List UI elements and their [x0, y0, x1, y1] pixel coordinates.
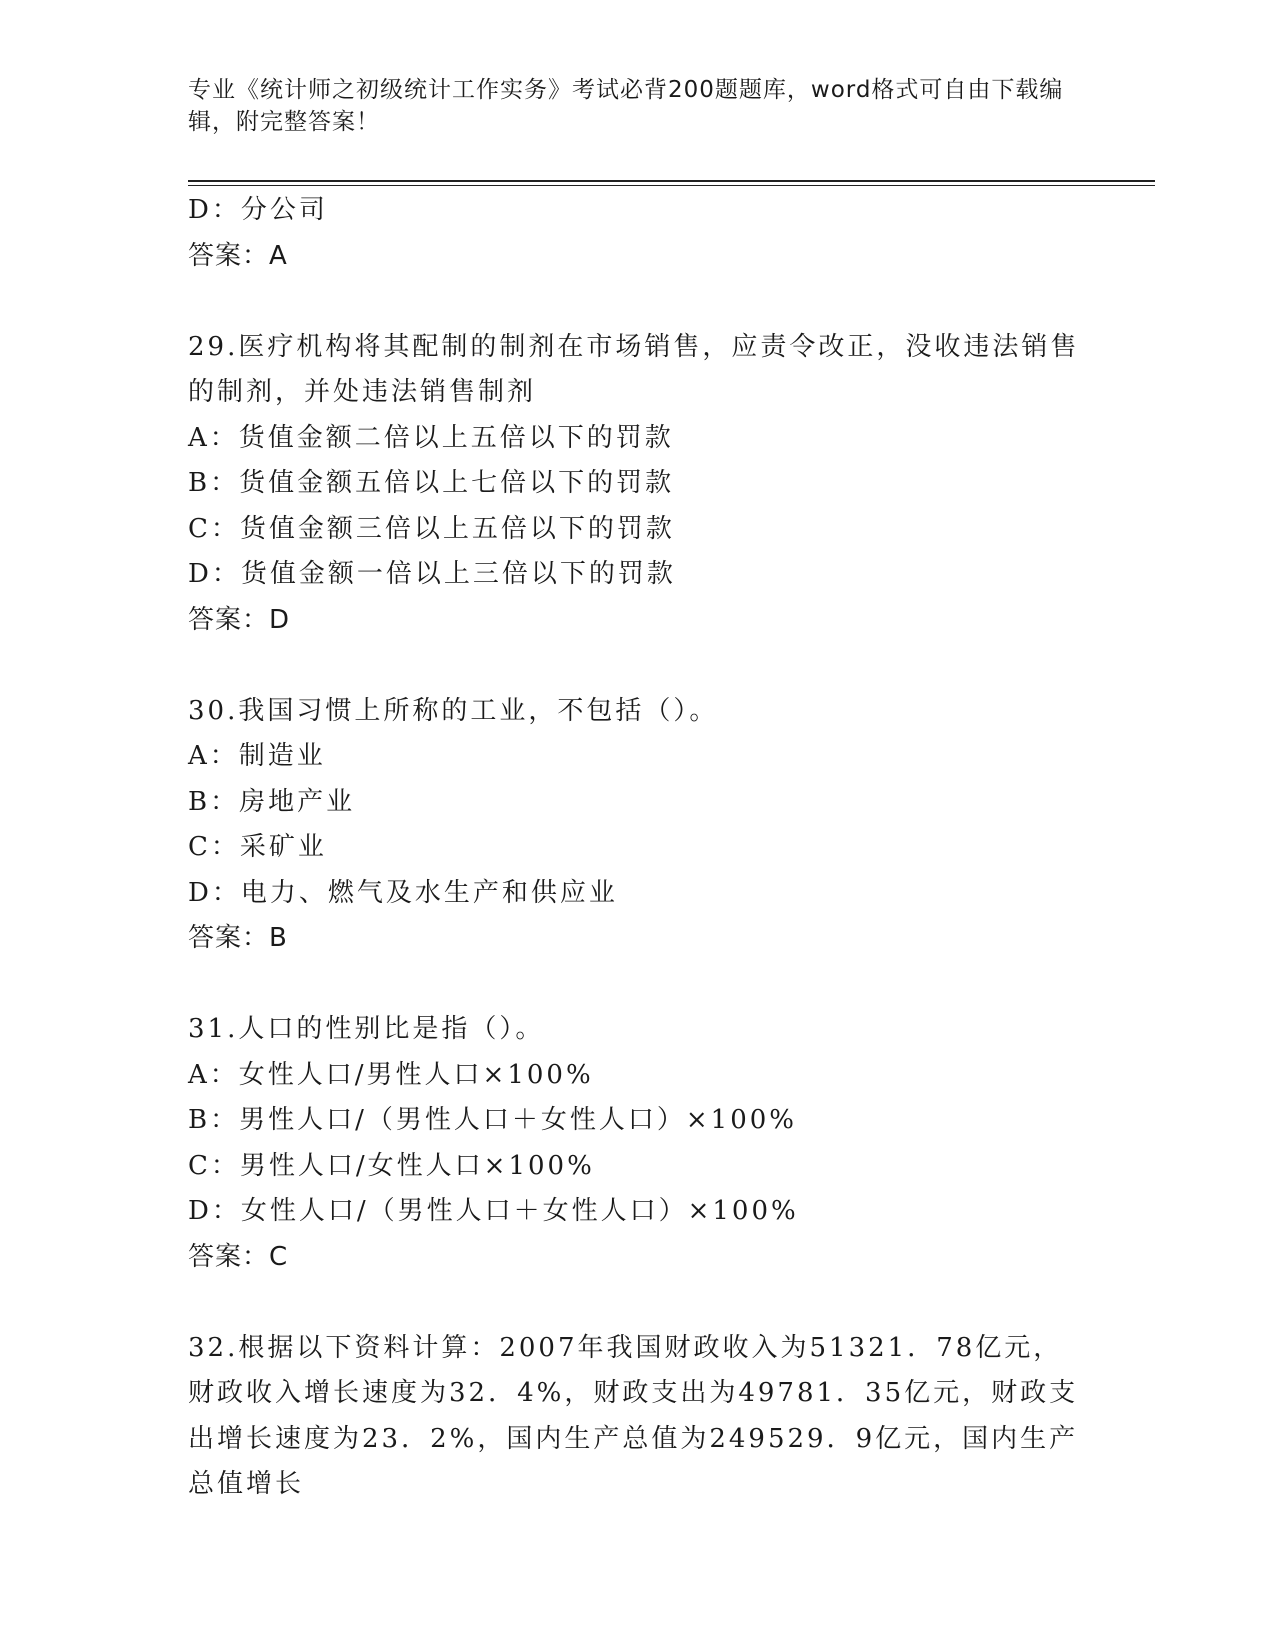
- question-32: [188, 1326, 1088, 1508]
- header-divider-thick: [188, 180, 1155, 182]
- header-divider-thin: [188, 185, 1155, 186]
- question-30: [188, 689, 1088, 962]
- answer: 答案：A: [188, 240, 288, 271]
- option-a: A：制造业: [188, 741, 326, 771]
- question-29: [188, 325, 1088, 644]
- option-b: B：男性人口/（男性人口＋女性人口）×100%: [188, 1105, 797, 1135]
- option-c: C：货值金额三倍以上五倍以下的罚款: [188, 513, 675, 544]
- answer: 答案：B: [188, 923, 288, 953]
- option-b: B：房地产业: [188, 786, 356, 817]
- option-d: D：女性人口/（男性人口＋女性人口）×100%: [188, 1196, 799, 1226]
- document-header: 专业《统计师之初级统计工作实务》考试必背200题题库，word格式可自由下载编辑，附完整答案！: [188, 77, 1064, 135]
- answer: 答案：D: [188, 604, 291, 635]
- document-body: [188, 188, 1088, 1508]
- answer: 答案：C: [188, 1241, 289, 1272]
- question-31: [188, 1007, 1088, 1280]
- option-b: B：货值金额五倍以上七倍以下的罚款: [188, 468, 675, 498]
- question-text: 30.我国习惯上所称的工业，不包括（）。: [188, 695, 719, 726]
- option-c: C：男性人口/女性人口×100%: [188, 1150, 595, 1181]
- option-d: D：电力、燃气及水生产和供应业: [188, 877, 618, 908]
- option-d: D：分公司: [188, 195, 328, 225]
- option-d: D：货值金额一倍以上三倍以下的罚款: [188, 559, 676, 589]
- option-a: A：女性人口/男性人口×100%: [188, 1059, 594, 1090]
- question-text: 31.人口的性别比是指（）。: [188, 1014, 545, 1044]
- question-text: 29.医疗机构将其配制的制剂在市场销售，应责令改正，没收违法销售的制剂，并处违法销售制剂: [188, 331, 1080, 407]
- question-text: 32.根据以下资料计算：2007年我国财政收入为51321．78亿元，财政收入增长速度为32．4%，财政支出为49781．35亿元，财政支出增长速度为23．2%，国内生产总值为249529．9亿元，国内生产总值增长: [188, 1332, 1079, 1499]
- option-c: C：采矿业: [188, 832, 327, 862]
- option-a: A：货值金额二倍以上五倍以下的罚款: [188, 422, 674, 453]
